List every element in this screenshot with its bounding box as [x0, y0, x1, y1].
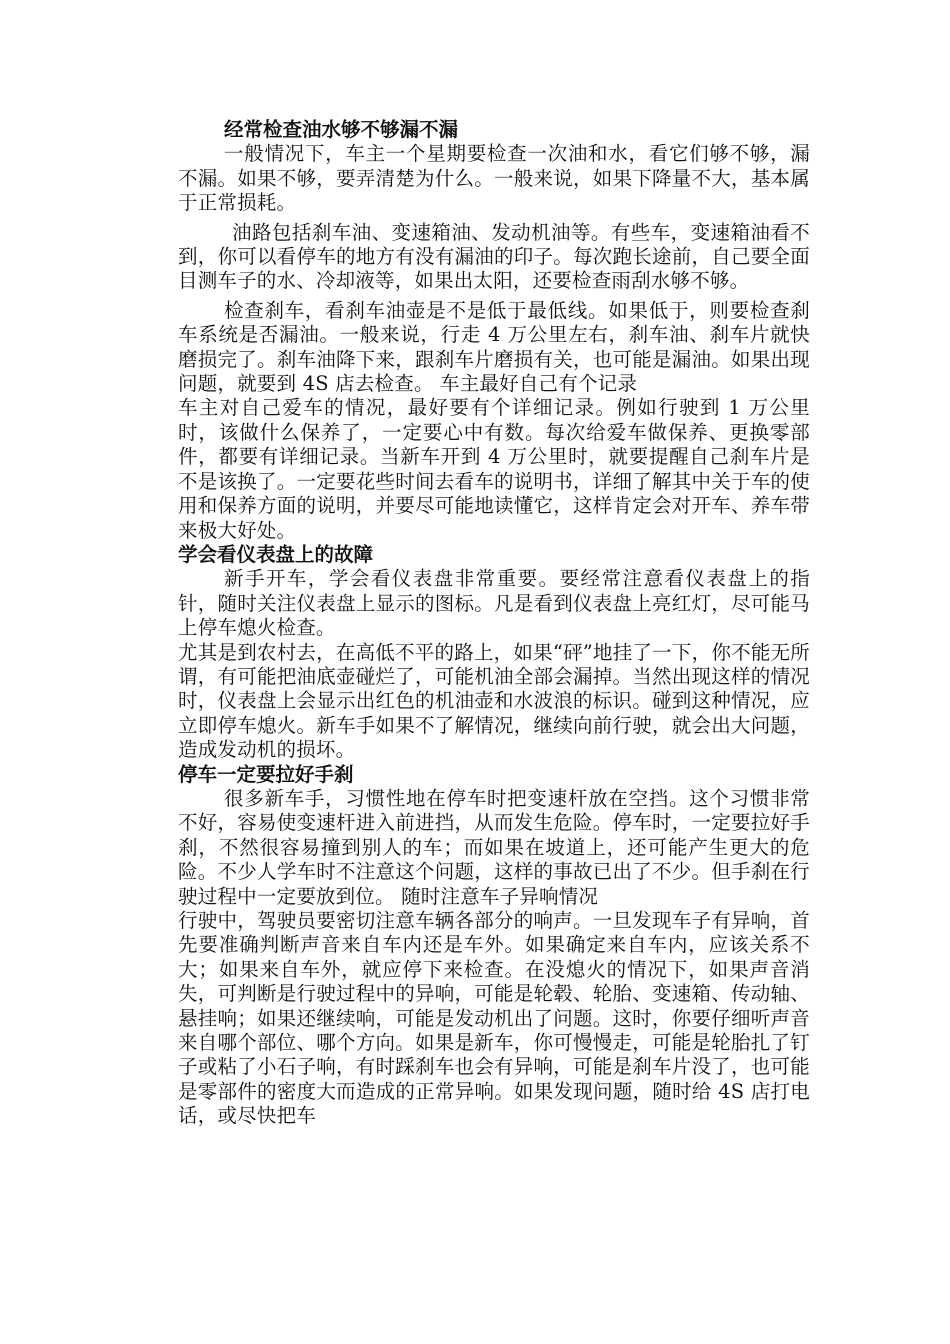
paragraph: 一般情况下，车主一个星期要检查一次油和水，看它们够不够，漏不漏。如果不够，要弄清楚为什么。一般来说，如果下降量不大，基本属于正常损耗。 — [178, 142, 810, 215]
paragraph: 尤其是到农村去，在高低不平的路上，如果“砰”地挂了一下，你不能无所谓，有可能把油底壶碰烂了，可能机油全部会漏掉。当然出现这样的情况时，仪表盘上会显示出红色的机油壶和水波浪的标识。碰到这种情况，应立即停车熄火。新车手如果不了解情况，继续向前行驶，就会出大问题，造成发动机的损坏。 — [178, 640, 810, 762]
paragraph: 油路包括刹车油、变速箱油、发动机油等。有些车，变速箱油看不到，你可以看停车的地方有没有漏油的印子。每次跑长途前，自己要全面目测车子的水、冷却液等，如果出太阳，还要检查雨刮水够不够。 — [178, 220, 810, 293]
paragraph: 车主对自己爱车的情况，最好要有个详细记录。例如行驶到 1 万公里时，该做什么保养了，一定要心中有数。每次给爱车做保养、更换零部件，都要有详细记录。当新车开到 4 万公里时，就要提醒自己刹车片是不是该换了。一定要花些时间去看车的说明书，详细了解其中关于车的使用和保养方面的说明，并要尽可能地读懂它，这样肯定会对开车、养车带来极大好处。 — [178, 396, 810, 542]
paragraph: 新手开车，学会看仪表盘非常重要。要经常注意看仪表盘上的指针，随时关注仪表盘上显示的图标。凡是看到仪表盘上亮红灯，尽可能马上停车熄火检查。 — [178, 567, 810, 640]
section-heading-dashboard: 学会看仪表盘上的故障 — [178, 542, 374, 566]
paragraph: 检查刹车，看刹车油壶是不是低于最低线。如果低于，则要检查刹车系统是否漏油。一般来说，行走 4 万公里左右，刹车油、刹车片就快磨损完了。刹车油降下来，跟刹车片磨损有关，也可能是漏油。如果出现问题，就要到 4S 店去检查。 车主最好自己有个记录 — [178, 298, 810, 396]
section-heading-handbrake: 停车一定要拉好手刹 — [178, 762, 354, 786]
section-heading-oil-water: 经常检查油水够不够漏不漏 — [224, 118, 459, 141]
paragraph: 很多新车手，习惯性地在停车时把变速杆放在空挡。这个习惯非常不好，容易使变速杆进入前进挡，从而发生危险。停车时，一定要拉好手刹，不然很容易撞到别人的车；而如果在坡道上，还可能产生更大的危险。不少人学车时不注意这个问题，这样的事故已出了不少。但手刹在行驶过程中一定要放到位。 随时注意车子异响情况 — [178, 786, 810, 908]
paragraph: 行驶中，驾驶员要密切注意车辆各部分的响声。一旦发现车子有异响，首先要准确判断声音来自车内还是车外。如果确定来自车内，应该关系不大；如果来自车外，就应停下来检查。在没熄火的情况下，如果声音消失，可判断是行驶过程中的异响，可能是轮毂、轮胎、变速箱、传动轴、悬挂响；如果还继续响，可能是发动机出了问题。这时，你要仔细听声音来自哪个部位、哪个方向。如果是新车，你可慢慢走，可能是轮胎扎了钉子或粘了小石子响，有时踩刹车也会有异响，可能是刹车片没了，也可能是零部件的密度大而造成的正常异响。如果发现问题，随时给 4S 店打电话，或尽快把车 — [178, 909, 810, 1128]
